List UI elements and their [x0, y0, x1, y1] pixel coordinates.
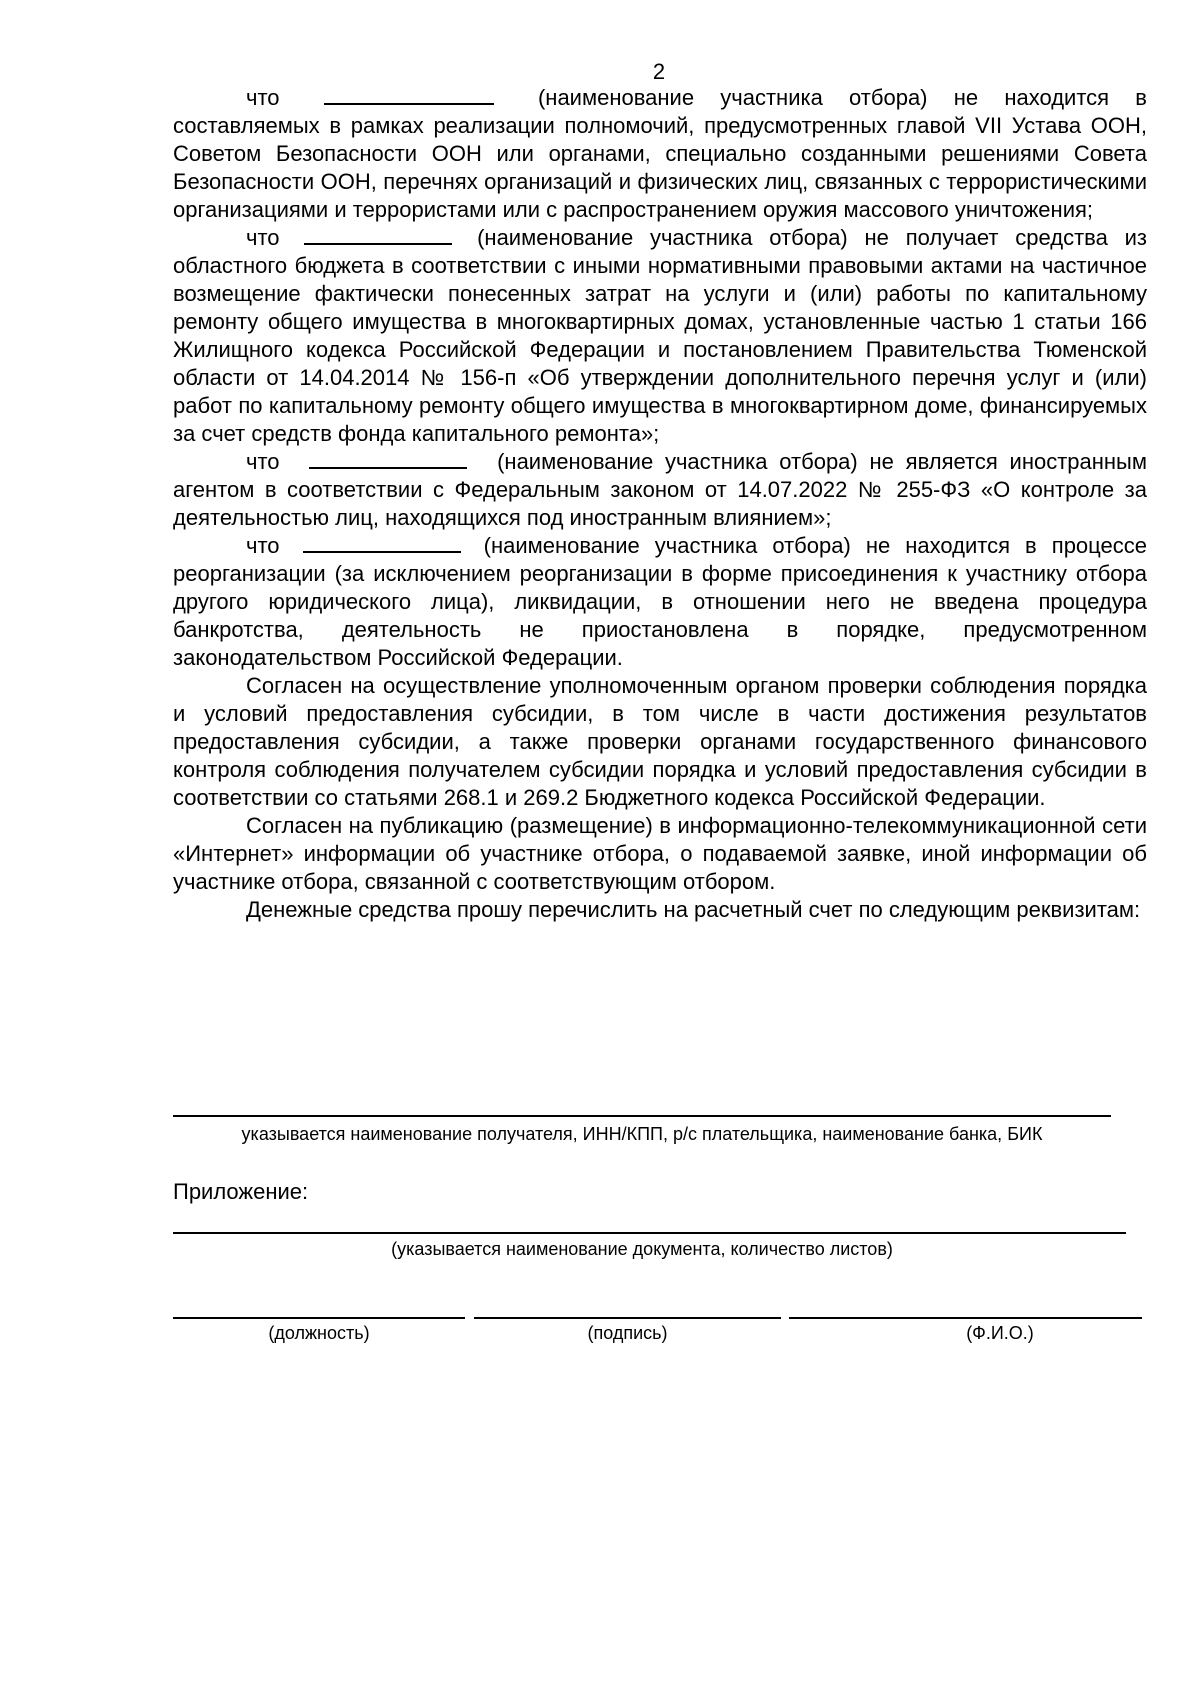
document-body: [173, 84, 1147, 924]
signature-caption: (подпись): [587, 1323, 668, 1343]
position-caption: (должность): [268, 1323, 370, 1343]
participant-name-blank[interactable]: [303, 535, 461, 553]
full-name-line[interactable]: [789, 1317, 1142, 1319]
attachment-line[interactable]: [173, 1232, 1126, 1234]
paragraph-not-in-reorganization: [173, 532, 1147, 672]
paragraph-lead: что: [246, 85, 280, 110]
participant-name-blank[interactable]: [324, 87, 494, 105]
attachment-caption: (указывается наименование документа, количество листов): [391, 1239, 893, 1259]
attachment-label: Приложение:: [173, 1179, 309, 1204]
requisites-caption: указывается наименование получателя, ИНН/КПП, р/с плательщика, наименование банка, БИК: [241, 1124, 1043, 1144]
participant-name-blank[interactable]: [304, 227, 452, 245]
paragraph-lead: что: [246, 449, 280, 474]
paragraph-consent-to-publication: Согласен на публикацию (размещение) в информационно-телекоммуникационной сети «Интернет» информации об участнике отбора, о подаваемой заявке, иной информации об участнике отбора, связанной с соответствующим отбором.: [173, 813, 1147, 894]
paragraph-not-in-terrorist-lists: [173, 84, 1147, 224]
paragraph-consent-to-inspection: Согласен на осуществление уполномоченным органом проверки соблюдения порядка и условий предоставления субсидии, в том числе в части достижения результатов предоставления субсидии, а также проверки органами государственного финансового контроля соблюдения получателем субсидии порядка и условий предоставления субсидии в соответствии со статьями 268.1 и 269.2 Бюджетного кодекса Российской Федерации.: [173, 673, 1147, 810]
paragraph-lead: что: [246, 225, 280, 250]
position-line[interactable]: [173, 1317, 465, 1319]
paragraph-text: (наименование участника отбора) не является иностранным агентом в соответствии с Федеральным законом от 14.07.2022 № 255-ФЗ «О контроле за деятельностью лиц, находящихся под иностранным влиянием»;: [173, 449, 1147, 530]
paragraph-no-regional-budget-funds: [173, 224, 1147, 448]
participant-name-blank[interactable]: [309, 451, 467, 469]
paragraph-text: (наименование участника отбора) не находится в процессе реорганизации (за исключением реорганизации в форме присоединения к участнику отбора другого юридического лица), ликвидации, в отношении него не введена процедура банкротства, деятельность не приостановлена в порядке, предусмотренном законодательством Российской Федерации.: [173, 533, 1147, 670]
paragraph-text: (наименование участника отбора) не находится в составляемых в рамках реализации полномочий, предусмотренных главой VII Устава ООН, Советом Безопасности ООН или органами, специально созданными решениями Совета Безопасности ООН, перечнях организаций и физических лиц, связанных с террористическими организациями и террористами или с распространением оружия массового уничтожения;: [173, 85, 1147, 222]
signature-line[interactable]: [474, 1317, 781, 1319]
paragraph-text: (наименование участника отбора) не получает средства из областного бюджета в соответствии с иными нормативными правовыми актами на частичное возмещение фактически понесенных затрат на услуги и (или) работы по капитальному ремонту общего имущества в многоквартирных домах, установленные частью 1 статьи 166 Жилищного кодекса Российской Федерации и постановлением Правительства Тюменской области от 14.04.2014 № 156-п «Об утверждении дополнительного перечня услуг и (или) работ по капитальному ремонту общего имущества в многоквартирном доме, финансируемых за счет средств фонда капитального ремонта»;: [173, 225, 1147, 446]
full-name-caption: (Ф.И.О.): [966, 1323, 1034, 1343]
paragraph-bank-transfer-request: Денежные средства прошу перечислить на расчетный счет по следующим реквизитам:: [246, 897, 1141, 922]
requisites-line[interactable]: [173, 1115, 1111, 1117]
paragraph-lead: что: [246, 533, 280, 558]
paragraph-not-foreign-agent: [173, 448, 1147, 532]
page-number: 2: [652, 59, 666, 84]
